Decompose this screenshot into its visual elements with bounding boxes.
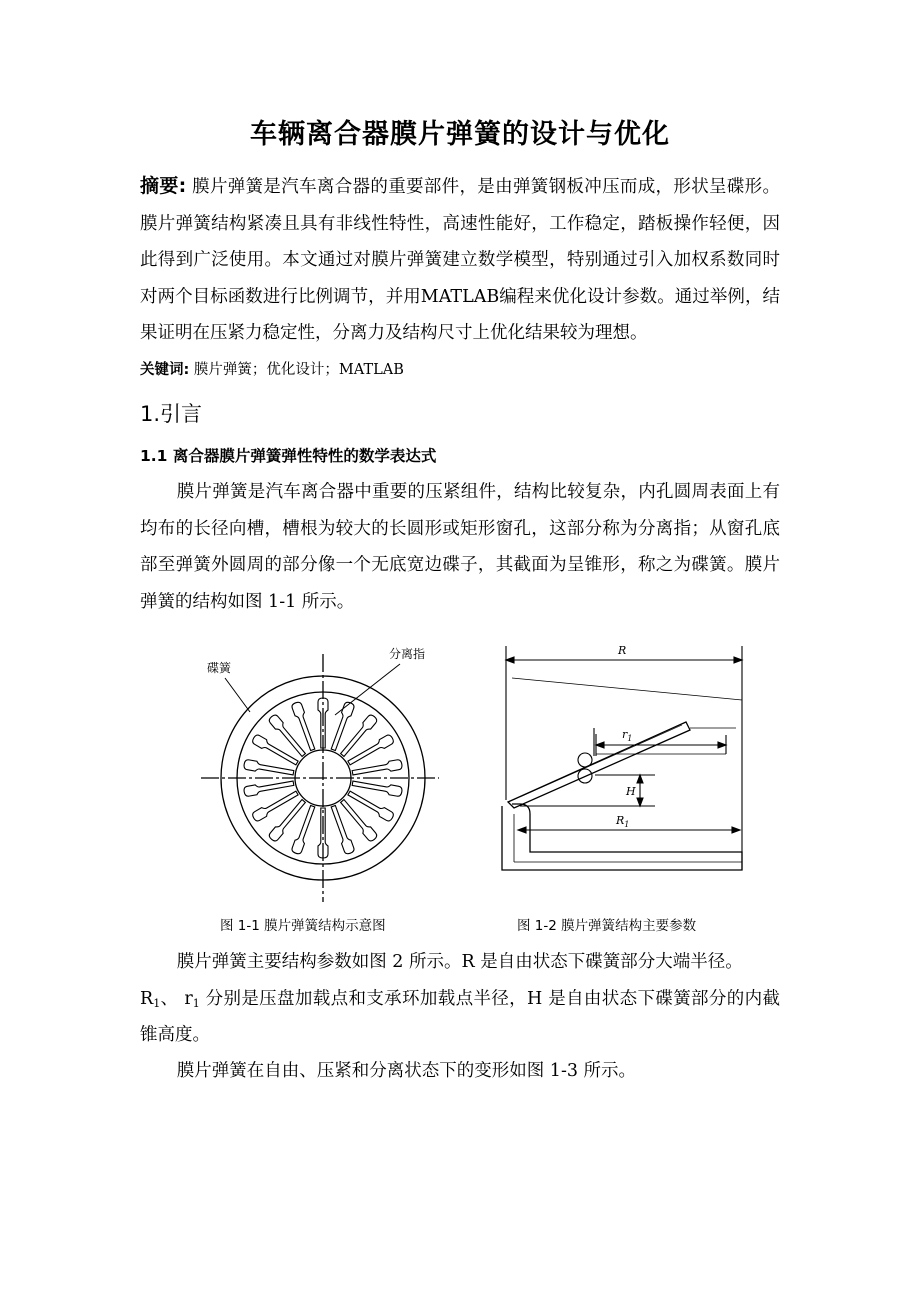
abstract-label: 摘要: <box>140 175 187 197</box>
finger-slot <box>329 701 355 751</box>
spring-section <box>508 722 690 808</box>
keywords-label: 关键词: <box>140 362 190 378</box>
label-disc-spring: 碟簧 <box>207 661 232 675</box>
abstract-paragraph <box>140 168 780 352</box>
keywords-line <box>140 358 404 379</box>
finger-slot <box>329 804 355 854</box>
parameters-paragraph: 膜片弹簧主要结构参数如图 2 所示。R 是自由状态下碟簧部分大端半径。 $R_1$、 $r_1$ 分别是压盘加载点和支承环加载点半径，H 是自由状态下碟簧部分的内截锥高度。 <box>140 952 780 1045</box>
label-r1: $r_1$ <box>622 728 633 743</box>
abstract-text: 膜片弹簧是汽车离合器的重要部件，是由弹簧钢板冲压而成，形状呈碟形。膜片弹簧结构紧凑且具有非线性特性，高速性能好，工作稳定，踏板操作轻便，因此得到广泛使用。本文通过对膜片弹簧建立数学模型，特别通过引入加权系数同时对两个目标函数进行比例调节，并用MATLAB编程来优化设计参数。通过举例，结果证明在压紧力稳定性，分离力及结构尺寸上优化结果较为理想。 <box>140 177 780 343</box>
finger-slot <box>291 804 317 854</box>
figure-1-2 <box>490 640 750 890</box>
intro-paragraph: 膜片弹簧是汽车离合器中重要的压紧组件，结构比较复杂，内孔圆周表面上有均布的长径向槽，槽根为较大的长圆形或矩形窗孔，这部分称为分离指；从窗孔底部至弹簧外圆周的部分像一个无底宽边碟子，其截面为呈锥形，称之为碟簧。膜片弹簧的结构如图 1-1 所示。 <box>140 482 780 612</box>
paper-title: 车辆离合器膜片弹簧的设计与优化 <box>250 119 670 150</box>
figure-1-1-caption: 图 1-1 膜片弹簧结构示意图 <box>220 918 386 934</box>
finger-slot <box>243 778 294 797</box>
finger-slot <box>352 778 403 797</box>
keywords-text: 膜片弹簧；优化设计；MATLAB <box>193 362 404 378</box>
leader-disc <box>225 678 250 712</box>
label-release-finger: 分离指 <box>389 647 426 661</box>
finger-slot <box>352 759 403 778</box>
label-H: H <box>626 785 636 798</box>
label-R1: $R_1$ <box>616 814 630 829</box>
figure-1-1 <box>195 640 445 905</box>
deformation-paragraph: 膜片弹簧在自由、压紧和分离状态下的变形如图 1-3 所示。 <box>176 1061 637 1081</box>
finger-slot <box>243 759 294 778</box>
subsection-heading: 1.1 离合器膜片弹簧弹性特性的数学表达式 <box>140 447 437 465</box>
leader-finger <box>335 664 400 715</box>
label-R: R <box>618 644 627 657</box>
figure-1-2-caption: 图 1-2 膜片弹簧结构主要参数 <box>517 918 697 934</box>
fulcrum-ball-top <box>578 753 592 767</box>
section-heading-intro: 1.引言 <box>140 402 203 426</box>
finger-slot <box>291 701 317 751</box>
